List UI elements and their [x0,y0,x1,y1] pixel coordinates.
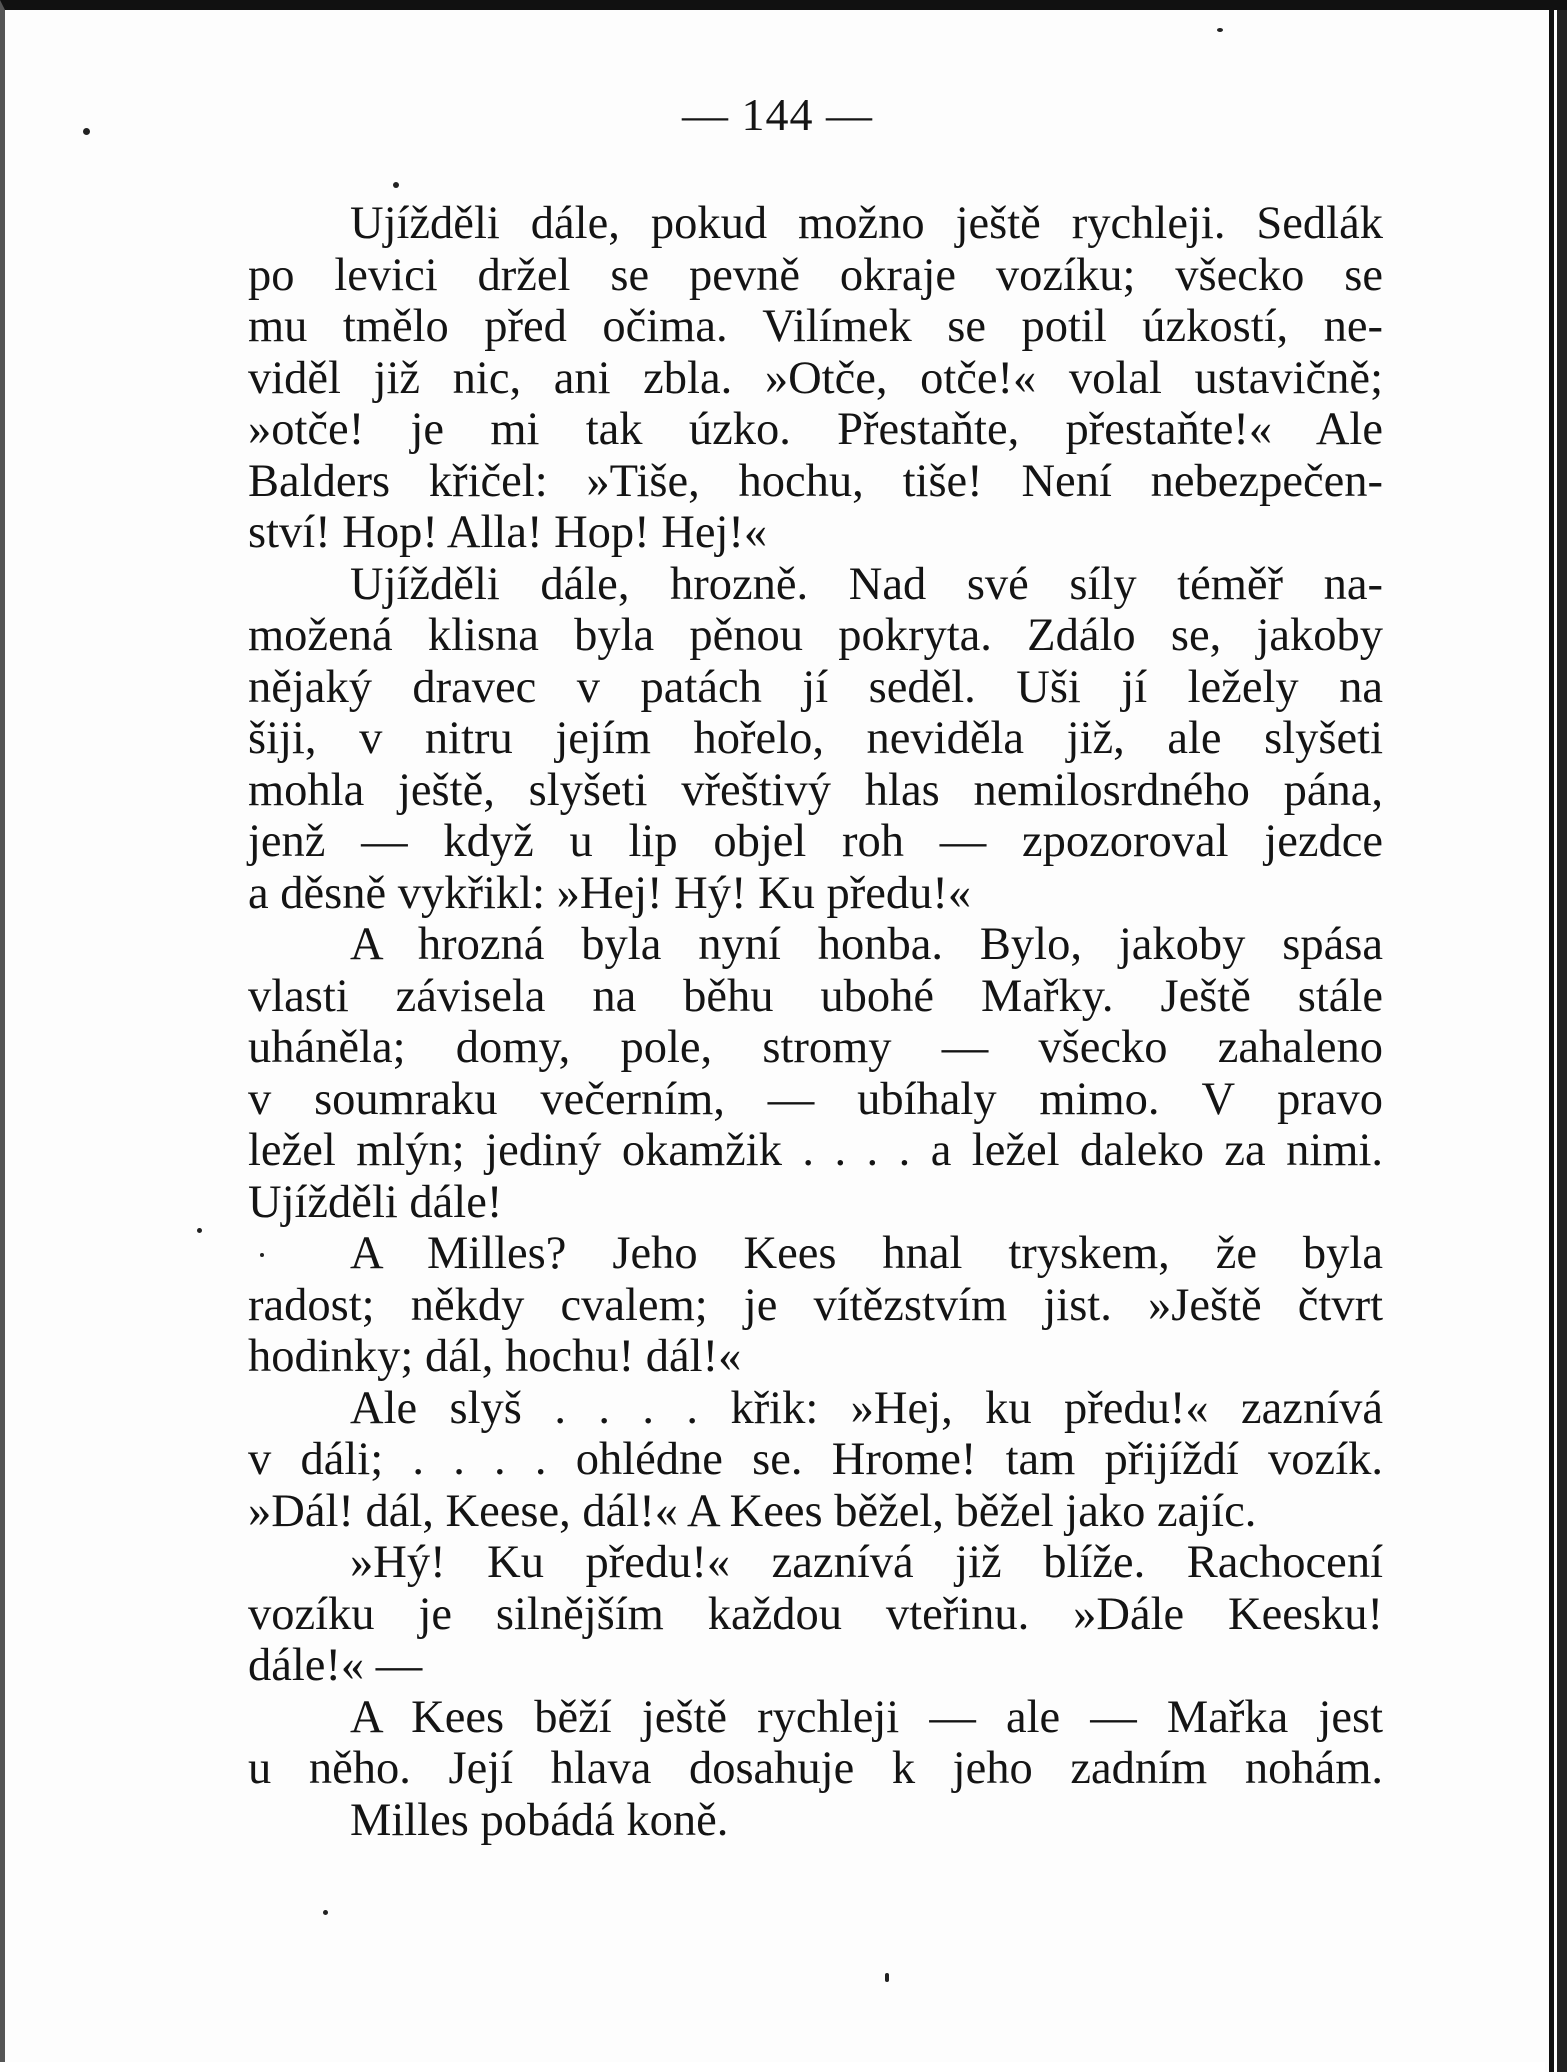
text-line: po levici držel se pevně okraje vozíku; všecko se [248,249,1383,301]
print-speck [323,1910,328,1915]
text-line: možená klisna byla pěnou pokryta. Zdálo se, jakoby [248,610,1383,661]
text-line: ství! Hop! Alla! Hop! Hej!« [248,507,768,558]
text-line: Milles pobádá koně. [350,1794,729,1846]
text-line: hodinky; dál, hochu! dál!« [248,1331,742,1382]
text-line: nějaký dravec v patách jí seděl. Uši jí ležely na [248,661,1383,713]
text-line: a děsně vykřikl: »Hej! Hý! Ku předu!« [248,867,972,919]
text-line: jenž — když u lip objel roh — zpozoroval jezdce [248,816,1383,867]
text-line: ležel mlýn; jediný okamžik . . . . a ležel daleko za nimi. [248,1125,1383,1176]
text-line: vozíku je silnějším každou vteřinu. »Dále Keesku! [248,1588,1383,1640]
page-number-header: — 144 — [682,89,873,140]
text-line: A Milles? Jeho Kees hnal tryskem, že byla [350,1228,1383,1279]
text-line: Ale slyš . . . . křik: »Hej, ku předu!« zaznívá [350,1382,1383,1434]
print-speck [197,1228,202,1233]
page-edge-border [1545,10,1567,2072]
text-line: Ujížděli dále, pokud možno ještě rychleji. Sedlák [350,198,1383,249]
text-line: »otče! je mi tak úzko. Přestaňte, přestaňte!« Ale [248,404,1383,455]
text-line: »Dál! dál, Keese, dál!« A Kees běžel, běžel jako zajíc. [248,1485,1257,1537]
text-line: radost; někdy cvalem; je vítězstvím jist. »Ještě čtvrt [248,1279,1383,1331]
text-line: »Hý! Ku předu!« zaznívá již blíže. Rachocení [350,1537,1383,1588]
text-line: v dáli; . . . . ohlédne se. Hrome! tam přijíždí vozík. [248,1434,1383,1485]
text-line: šiji, v nitru jejím hořelo, neviděla již, ale slyšeti [248,713,1383,764]
body-text [248,198,1383,1846]
text-line: A hrozná byla nyní honba. Bylo, jakoby spása [350,919,1383,970]
text-line: uháněla; domy, pole, stromy — všecko zahaleno [248,1022,1383,1073]
print-speck [885,1973,889,1982]
text-line: dále!« — [248,1640,423,1691]
print-speck [393,182,399,188]
text-line: mu tmělo před očima. Vilímek se potil úzkostí, ne- [248,301,1383,352]
text-line: Balders křičel: »Tiše, hochu, tiše! Není nebezpečen- [248,455,1383,507]
text-line: v soumraku večerním, — ubíhaly mimo. V pravo [248,1073,1383,1125]
print-speck [1217,28,1223,32]
text-line: A Kees běží ještě rychleji — ale — Mařka jest [350,1691,1383,1743]
text-line: vlasti závisela na běhu ubohé Mařky. Ještě stále [248,970,1383,1022]
text-line: Ujížděli dále, hrozně. Nad své síly téměř na- [350,558,1383,610]
text-line: mohla ještě, slyšeti vřeštivý hlas nemilosrdného pána, [248,764,1383,816]
text-line: Ujížděli dále! [248,1176,503,1228]
text-line: u něho. Její hlava dosahuje k jeho zadním nohám. [248,1743,1383,1794]
text-line: viděl již nic, ani zbla. »Otče, otče!« volal ustavičně; [248,352,1383,404]
